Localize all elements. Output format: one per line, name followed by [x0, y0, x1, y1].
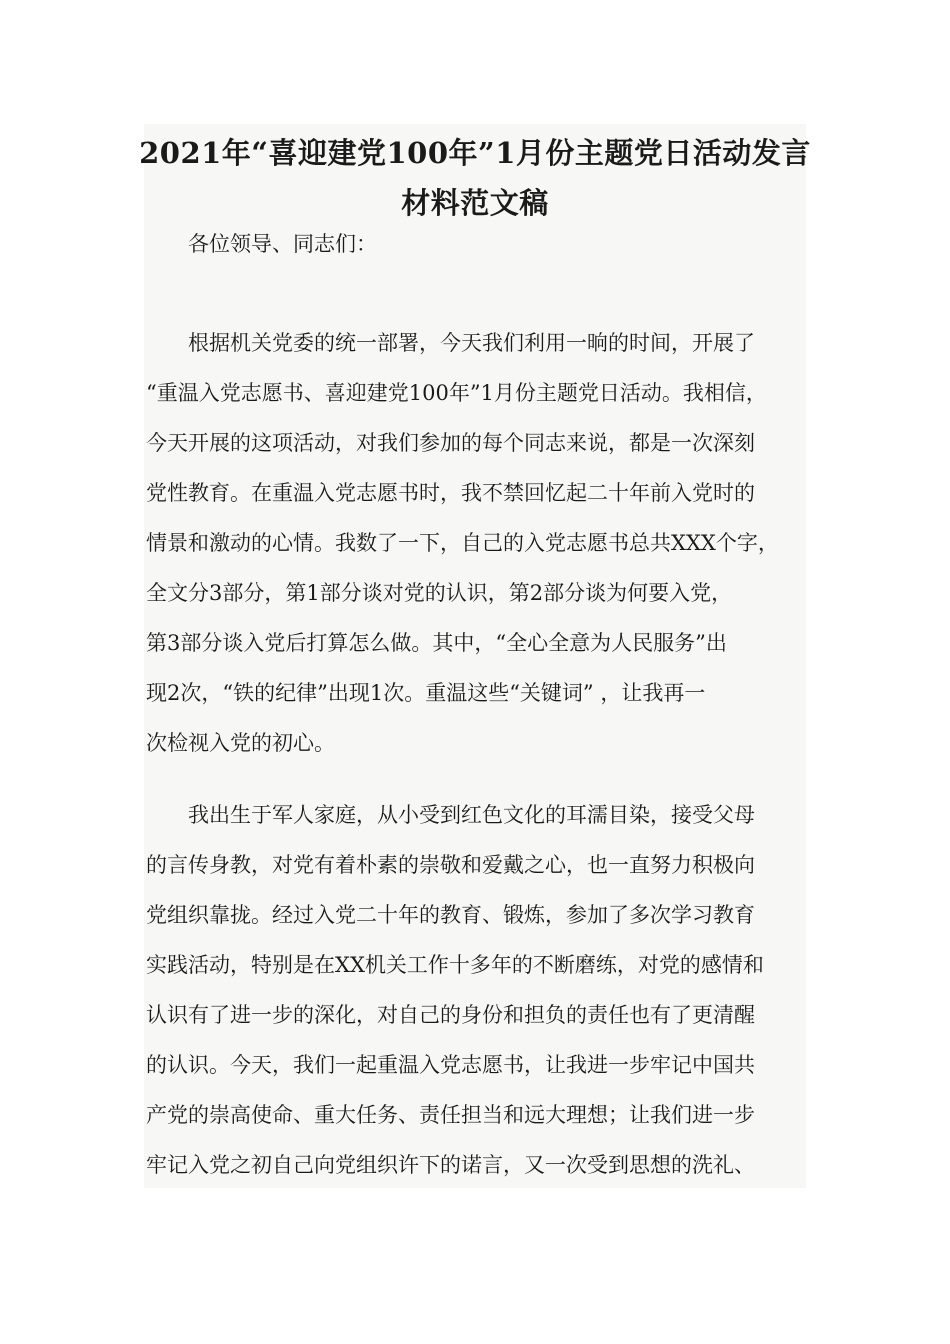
- paragraph-line: 根据机关党委的统一部署，今天我们利用一晌的时间，开展了: [146, 331, 755, 355]
- paragraph-line: 我出生于军人家庭，从小受到红色文化的耳濡目染，接受父母: [146, 803, 755, 827]
- paragraph-line: “重温入党志愿书、喜迎建党100年”1月份主题党日活动。我相信，: [146, 381, 767, 405]
- paragraph-line: 牢记入党之初自己向党组织许下的诺言，又一次受到思想的洗礼、: [146, 1153, 755, 1177]
- document-title-line-1: 2021年“喜迎建党100年”1月份主题党日活动发言: [139, 136, 811, 170]
- salutation-line: 各位领导、同志们：: [146, 232, 377, 256]
- document-title-line-2: 材料范文稿: [401, 186, 549, 220]
- paragraph-line: 现2次，“铁的纪律”出现1次。重温这些“关键词” ，让我再一: [146, 681, 706, 705]
- paragraph-line: 的认识。今天，我们一起重温入党志愿书，让我进一步牢记中国共: [146, 1053, 755, 1077]
- paragraph-line: 全文分3部分，第1部分谈对党的认识，第2部分谈为何要入党，: [146, 581, 733, 605]
- paragraph-line: 情景和激动的心情。我数了一下，自己的入党志愿书总共XXX个字，: [146, 531, 779, 555]
- paragraph-line: 第3部分谈入党后打算怎么做。其中，“全心全意为人民服务”出: [146, 631, 727, 655]
- paragraph-line: 党组织靠拢。经过入党二十年的教育、锻炼，参加了多次学习教育: [146, 903, 755, 927]
- paragraph-line: 认识有了进一步的深化，对自己的身份和担负的责任也有了更清醒: [146, 1003, 755, 1027]
- paragraph-line: 实践活动，特别是在XX机关工作十多年的不断磨练，对党的感情和: [146, 953, 764, 977]
- paragraph-line: 今天开展的这项活动，对我们参加的每个同志来说，都是一次深刻: [146, 431, 755, 455]
- paragraph-line: 党性教育。在重温入党志愿书时，我不禁回忆起二十年前入党时的: [146, 481, 755, 505]
- paragraph-line: 次检视入党的初心。: [146, 731, 335, 755]
- paragraph-line: 产党的崇高使命、重大任务、责任担当和远大理想；让我们进一步: [146, 1103, 755, 1127]
- paragraph-line: 的言传身教，对党有着朴素的崇敬和爱戴之心，也一直努力积极向: [146, 853, 755, 877]
